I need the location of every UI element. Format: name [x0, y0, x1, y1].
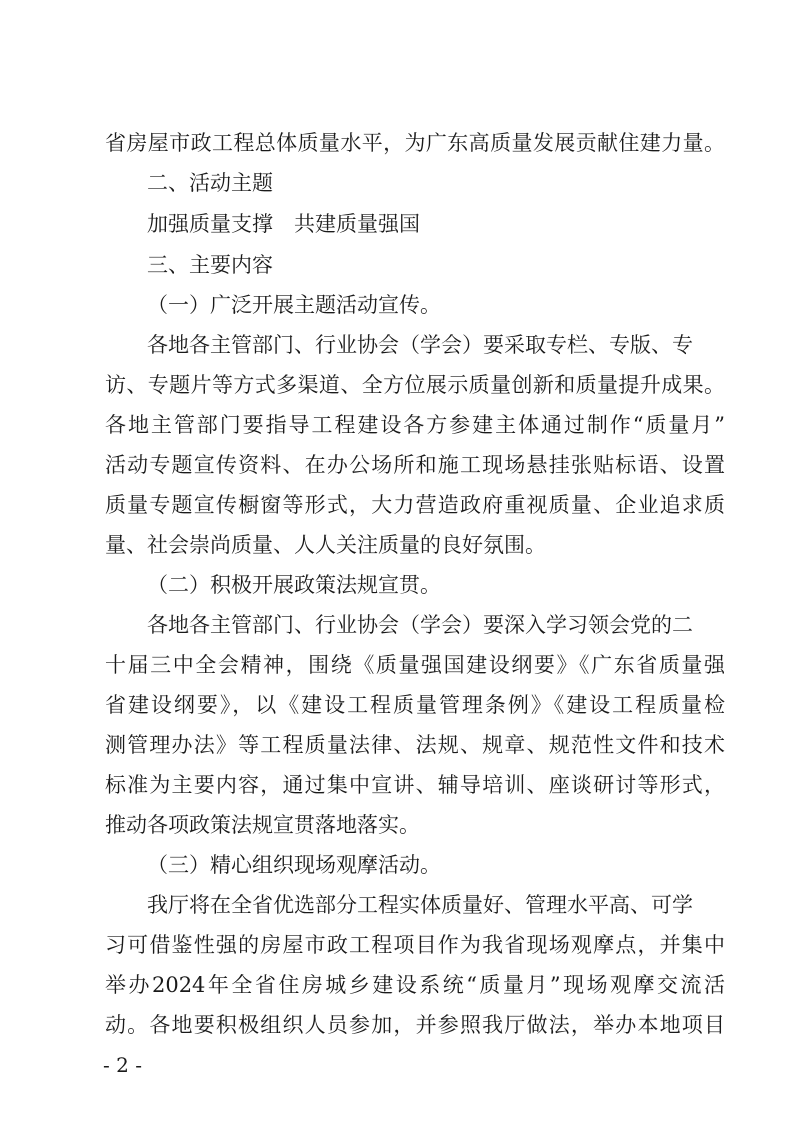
section-heading: 二、活动主题: [147, 171, 273, 195]
paragraph-line: 量、社会崇尚质量、人人关注质量的良好氛围。: [105, 533, 546, 557]
paragraph-line: 质量专题宣传橱窗等形式，大力营造政府重视质量、企业追求质: [105, 493, 725, 517]
subsection-heading: （一）广泛开展主题活动宣传。: [147, 293, 441, 317]
paragraph-line: 各地主管部门要指导工程建设各方参建主体通过制作“质量月”: [105, 413, 725, 437]
paragraph-line: 测管理办法》等工程质量法律、法规、规章、规范性文件和技术: [105, 733, 725, 757]
paragraph-line: 十届三中全会精神，围绕《质量强国建设纲要》《广东省质量强: [105, 653, 725, 677]
paragraph-line: 动。各地要积极组织人员参加，并参照我厅做法，举办本地项目: [105, 1013, 725, 1037]
subsection-heading: （三）精心组织现场观摩活动。: [147, 853, 441, 877]
paragraph-line: 推动各项政策法规宣贯落地落实。: [105, 813, 420, 837]
page-number: - 2 -: [103, 1053, 142, 1077]
section-heading: 三、主要内容: [147, 253, 273, 277]
paragraph-line: 标准为主要内容，通过集中宣讲、辅导培训、座谈研讨等形式，: [105, 773, 725, 797]
paragraph-line: 各地各主管部门、行业协会（学会）要深入学习领会党的二: [147, 613, 693, 637]
paragraph-line: 加强质量支撑 共建质量强国: [147, 212, 420, 236]
paragraph-line: 省房屋市政工程总体质量水平，为广东高质量发展贡献住建力量。: [105, 131, 725, 155]
paragraph-line: 我厅将在全省优选部分工程实体质量好、管理水平高、可学: [147, 893, 693, 917]
paragraph-line: 举办2024年全省住房城乡建设系统“质量月”现场观摩交流活: [105, 973, 725, 997]
paragraph-line: 活动专题宣传资料、在办公场所和施工现场悬挂张贴标语、设置: [105, 453, 725, 477]
paragraph-line: 习可借鉴性强的房屋市政工程项目作为我省现场观摩点，并集中: [105, 933, 725, 957]
subsection-heading: （二）积极开展政策法规宣贯。: [147, 573, 441, 597]
paragraph-line: 省建设纲要》，以《建设工程质量管理条例》《建设工程质量检: [105, 693, 725, 717]
paragraph-line: 访、专题片等方式多渠道、全方位展示质量创新和质量提升成果。: [105, 373, 725, 397]
paragraph-line: 各地各主管部门、行业协会（学会）要采取专栏、专版、专: [147, 333, 693, 357]
